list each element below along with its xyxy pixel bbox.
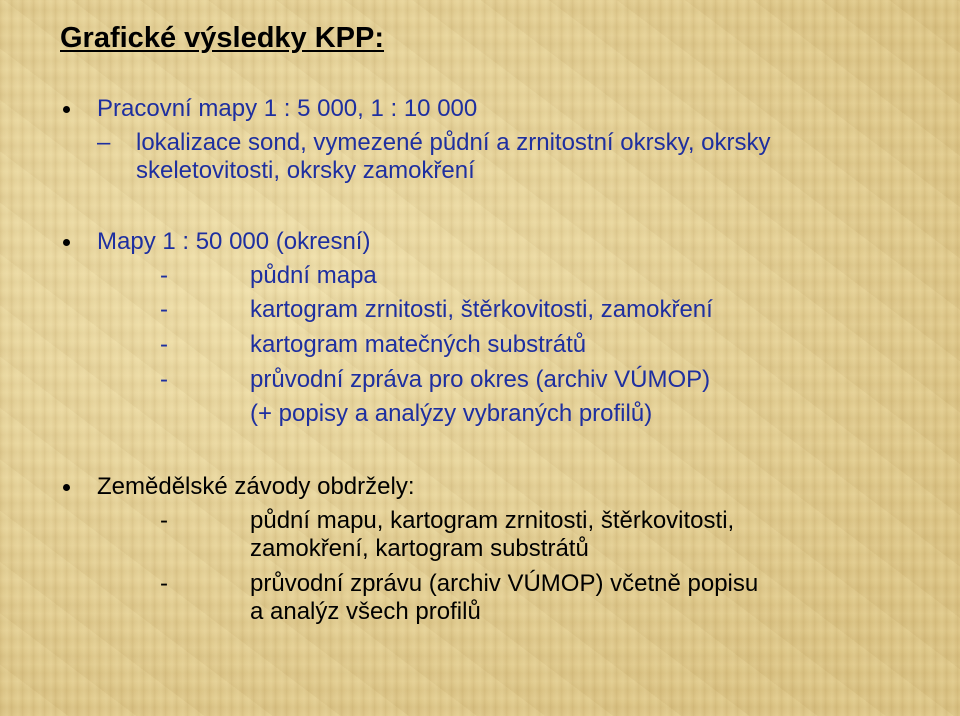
bullet-icon (63, 484, 70, 491)
section2-bullet-text: Mapy 1 : 50 000 (okresní) (97, 228, 371, 255)
dash-icon: - (160, 570, 168, 597)
dash-icon: - (160, 366, 168, 393)
dash-icon: - (160, 296, 168, 323)
section2-item: průvodní zpráva pro okres (archiv VÚMOP) (250, 366, 711, 393)
section3-item2-line1: průvodní zprávu (archiv VÚMOP) včetně popisu (250, 570, 759, 597)
bullet-icon (63, 239, 70, 246)
dash-icon: - (160, 507, 168, 534)
slide-title: Grafické výsledky KPP: (60, 22, 385, 54)
section3-item1-line1: půdní mapu, kartogram zrnitosti, štěrkovitosti, (250, 507, 735, 534)
section2-item: půdní mapa (250, 262, 377, 289)
section3-bullet-text: Zemědělské závody obdržely: (97, 473, 415, 500)
section2-item: kartogram matečných substrátů (250, 331, 587, 358)
section1-bullet-text: Pracovní mapy 1 : 5 000, 1 : 10 000 (97, 95, 478, 122)
section2-item: kartogram zrnitosti, štěrkovitosti, zamokření (250, 296, 713, 323)
dash-icon: - (160, 331, 168, 358)
dash-icon: - (160, 262, 168, 289)
section1-sub-line2: skeletovitosti, okrsky zamokření (136, 157, 475, 184)
section1-sub-line1: lokalizace sond, vymezené půdní a zrnitostní okrsky, okrsky (136, 129, 771, 156)
em-dash-icon: – (97, 129, 111, 156)
section2-note: (+ popisy a analýzy vybraných profilů) (250, 400, 653, 427)
section3-item2-line2: a analýz všech profilů (250, 598, 481, 625)
bullet-icon (63, 106, 70, 113)
section3-item1-line2: zamokření, kartogram substrátů (250, 535, 589, 562)
